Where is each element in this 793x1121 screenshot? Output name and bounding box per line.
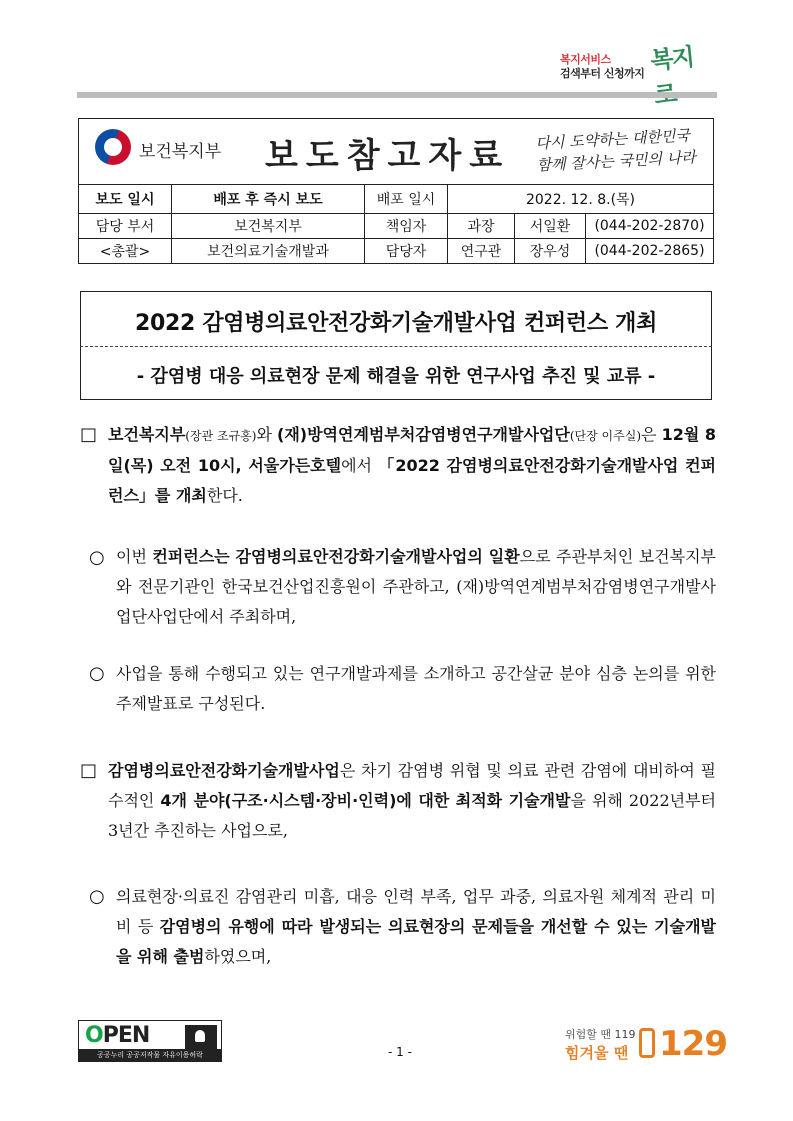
bokjiro-tagline-2: 검색부터 신청까지 bbox=[560, 67, 645, 80]
paragraph-4: 감염병의료안전강화기술개발사업은 차기 감염병 위협 및 의료 관련 감염에 대비하여 필수적인 4개 분야(구조·시스템·장비·인력)에 대한 최적화 기술개발을 위해 2022년부터 3년간 추진하는 사업으로, bbox=[108, 761, 716, 840]
square-bullet: □ bbox=[80, 424, 98, 445]
department-label: 담당 부서 bbox=[79, 214, 172, 239]
square-bullet: □ bbox=[80, 760, 98, 781]
contact-role-2: 담당자 bbox=[365, 239, 448, 264]
contact-name-2: 장우성 bbox=[515, 239, 586, 264]
circle-bullet: ○ bbox=[89, 547, 105, 568]
headline: 2022 감염병의료안전강화기술개발사업 컨퍼런스 개최 bbox=[134, 311, 658, 336]
circle-bullet: ○ bbox=[89, 663, 105, 684]
release-value: 배포 후 즉시 보도 bbox=[172, 185, 365, 214]
page-number: - 1 - bbox=[388, 1045, 412, 1059]
ministry-name: 보건복지부 bbox=[139, 142, 222, 162]
kogl-strip: 공공누리 공공저작물 자유이용허락 bbox=[79, 1049, 221, 1061]
headline-divider bbox=[80, 346, 712, 347]
bokjiro-logo bbox=[560, 38, 710, 82]
government-slogan: 다시 도약하는 대한민국 함께 잘사는 국민의 나라 bbox=[535, 126, 697, 175]
department-division: 보건의료기술개발과 bbox=[172, 239, 365, 264]
distribution-label: 배포 일시 bbox=[365, 185, 448, 214]
helpline-129-logo bbox=[565, 1020, 727, 1068]
phone-icon bbox=[639, 1028, 655, 1058]
press-release-title: 보도참고자료 bbox=[265, 136, 511, 176]
department-sub-label: <총괄> bbox=[79, 239, 172, 264]
contact-name-1: 서일환 bbox=[515, 214, 586, 239]
helpline-number: 129 bbox=[659, 1024, 727, 1064]
release-info-table bbox=[78, 184, 714, 264]
bokjiro-tagline-1: 복지서비스 bbox=[560, 53, 611, 66]
contact-phone-1: (044-202-2870) bbox=[586, 214, 714, 239]
helpline-line-1: 위험할 땐 119 bbox=[565, 1028, 636, 1041]
paragraph-3: 사업을 통해 수행되고 있는 연구개발과제를 소개하고 공간살균 분야 심층 논의를 위한 주제발표로 구성된다. bbox=[116, 664, 716, 713]
paragraph-2: 이번 컨퍼런스는 감염병의료안전강화기술개발사업의 일환으로 주관부처인 보건복지부와 전문기관인 한국보건산업진흥원이 주관하고, (재)방역연계범부처감염병연구개발사업단사업단에서 주최하며, bbox=[116, 547, 716, 626]
release-label: 보도 일시 bbox=[79, 185, 172, 214]
circle-bullet: ○ bbox=[89, 886, 105, 907]
contact-phone-2: (044-202-2865) bbox=[586, 239, 714, 264]
open-word: OPEN bbox=[85, 1023, 150, 1048]
paragraph-5: 의료현장·의료진 감염관리 미흡, 대응 인력 부족, 업무 과중, 의료자원 체계적 관리 미비 등 감염병의 유행에 따라 발생되는 의료현장의 문제들을 개선할 수 있는 기술개발을 위해 출범하였으며, bbox=[116, 887, 716, 966]
distribution-date: 2022. 12. 8.(목) bbox=[448, 185, 714, 214]
bokjiro-brand: 복지로 bbox=[649, 42, 695, 76]
contact-title-1: 과장 bbox=[448, 214, 515, 239]
ministry-logo bbox=[95, 127, 255, 171]
contact-role-1: 책임자 bbox=[365, 214, 448, 239]
department-name: 보건복지부 bbox=[172, 214, 365, 239]
helpline-line-2: 힘겨울 땐 bbox=[565, 1044, 629, 1062]
top-divider bbox=[77, 92, 717, 98]
contact-title-2: 연구관 bbox=[448, 239, 515, 264]
taegeuk-icon bbox=[95, 129, 131, 165]
paragraph-1: 보건복지부(장관 조규홍)와 (재)방역연계범부처감염병연구개발사업단(단장 이주실)은 12월 8일(목) 오전 10시, 서울가든호텔에서 「2022 감염병의료안전강화기술개발사업 컨퍼런스」를 개최한다. bbox=[108, 425, 716, 505]
subheadline: - 감염병 대응 의료현장 문제 해결을 위한 연구사업 추진 및 교류 - bbox=[136, 366, 656, 387]
attribution-icon bbox=[185, 1025, 217, 1051]
kogl-open-logo bbox=[78, 1020, 222, 1062]
